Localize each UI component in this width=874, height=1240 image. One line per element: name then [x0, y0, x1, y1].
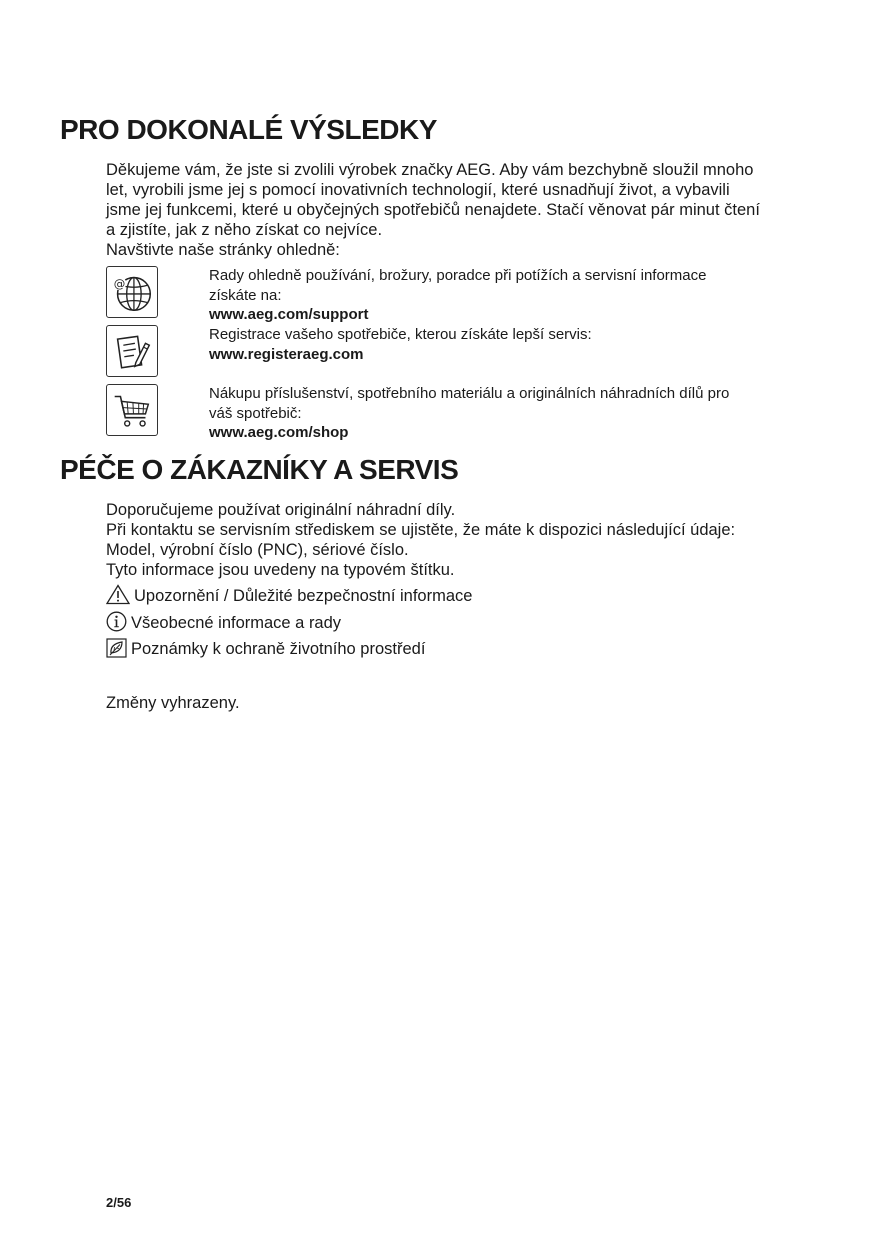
service-line: Model, výrobní číslo (PNC), sériové číslo. [106, 541, 409, 559]
service-line: Při kontaktu se servisním střediskem se ujistěte, že máte k dispozici následující údaje: [106, 521, 736, 539]
service-line: Doporučujeme používat originální náhradní díly. [106, 501, 456, 519]
service-paragraph [106, 500, 826, 580]
svg-text:@: @ [113, 276, 126, 291]
section-title-customer-care: PÉČE O ZÁKAZNÍKY A SERVIS [60, 454, 459, 485]
registration-form-icon [106, 325, 158, 377]
intro-paragraph [106, 160, 821, 260]
shop-url-link[interactable]: www.aeg.com/shop [209, 424, 349, 441]
changes-reserved-note: Změny vyhrazeny. [106, 694, 240, 712]
legend-info-text: Všeobecné informace a rady [131, 614, 342, 632]
intro-line: Děkujeme vám, že jste si zvolili výrobek značky AEG. Aby vám bezchybně sloužil mnoho [106, 161, 754, 179]
intro-line: jsme jej funkcemi, které u obyčejných spotřebičů nenajdete. Stačí věnovat pár minut čtení [106, 201, 760, 219]
shopping-cart-icon [106, 384, 158, 436]
support-text-line: Rady ohledně používání, brožury, poradce při potížích a servisní informace [209, 267, 707, 284]
info-circle-icon [106, 611, 127, 632]
section-title-best-results: PRO DOKONALÉ VÝSLEDKY [60, 114, 437, 145]
register-text-line: Registrace vašeho spotřebiče, kterou získáte lepší servis: [209, 326, 592, 343]
support-text-line: získáte na: [209, 286, 282, 304]
support-url-link[interactable]: www.aeg.com/support [209, 306, 369, 323]
legend-environment-row [106, 638, 806, 659]
environment-leaf-icon [106, 638, 127, 658]
legend-environment-text: Poznámky k ochraně životního prostředí [131, 640, 426, 658]
intro-line: a zjistíte, jak z něho získat co nejvíce. [106, 221, 383, 239]
legend-warning-row [106, 584, 806, 606]
visit-text: Navštivte naše stránky ohledně: [106, 241, 340, 259]
register-url-link[interactable]: www.registeraeg.com [209, 345, 364, 363]
shop-description [209, 384, 809, 443]
warning-triangle-icon [106, 584, 130, 605]
shop-text-line: Nákupu příslušenství, spotřebního materiálu a originálních náhradních dílů pro [209, 385, 730, 402]
page-number: 2/56 [106, 1195, 132, 1210]
register-description [209, 325, 809, 364]
support-description [209, 266, 809, 325]
legend-warning-text: Upozornění / Důležité bezpečnostní informace [134, 587, 473, 605]
globe-at-icon [106, 266, 158, 318]
intro-line: let, vyrobili jsme jej s pomocí inovativních technologií, které usnadňují život, a vybavili [106, 181, 730, 199]
shop-text-line: váš spotřebič: [209, 404, 302, 422]
service-line: Tyto informace jsou uvedeny na typovém štítku. [106, 561, 455, 579]
legend-info-row [106, 611, 806, 633]
